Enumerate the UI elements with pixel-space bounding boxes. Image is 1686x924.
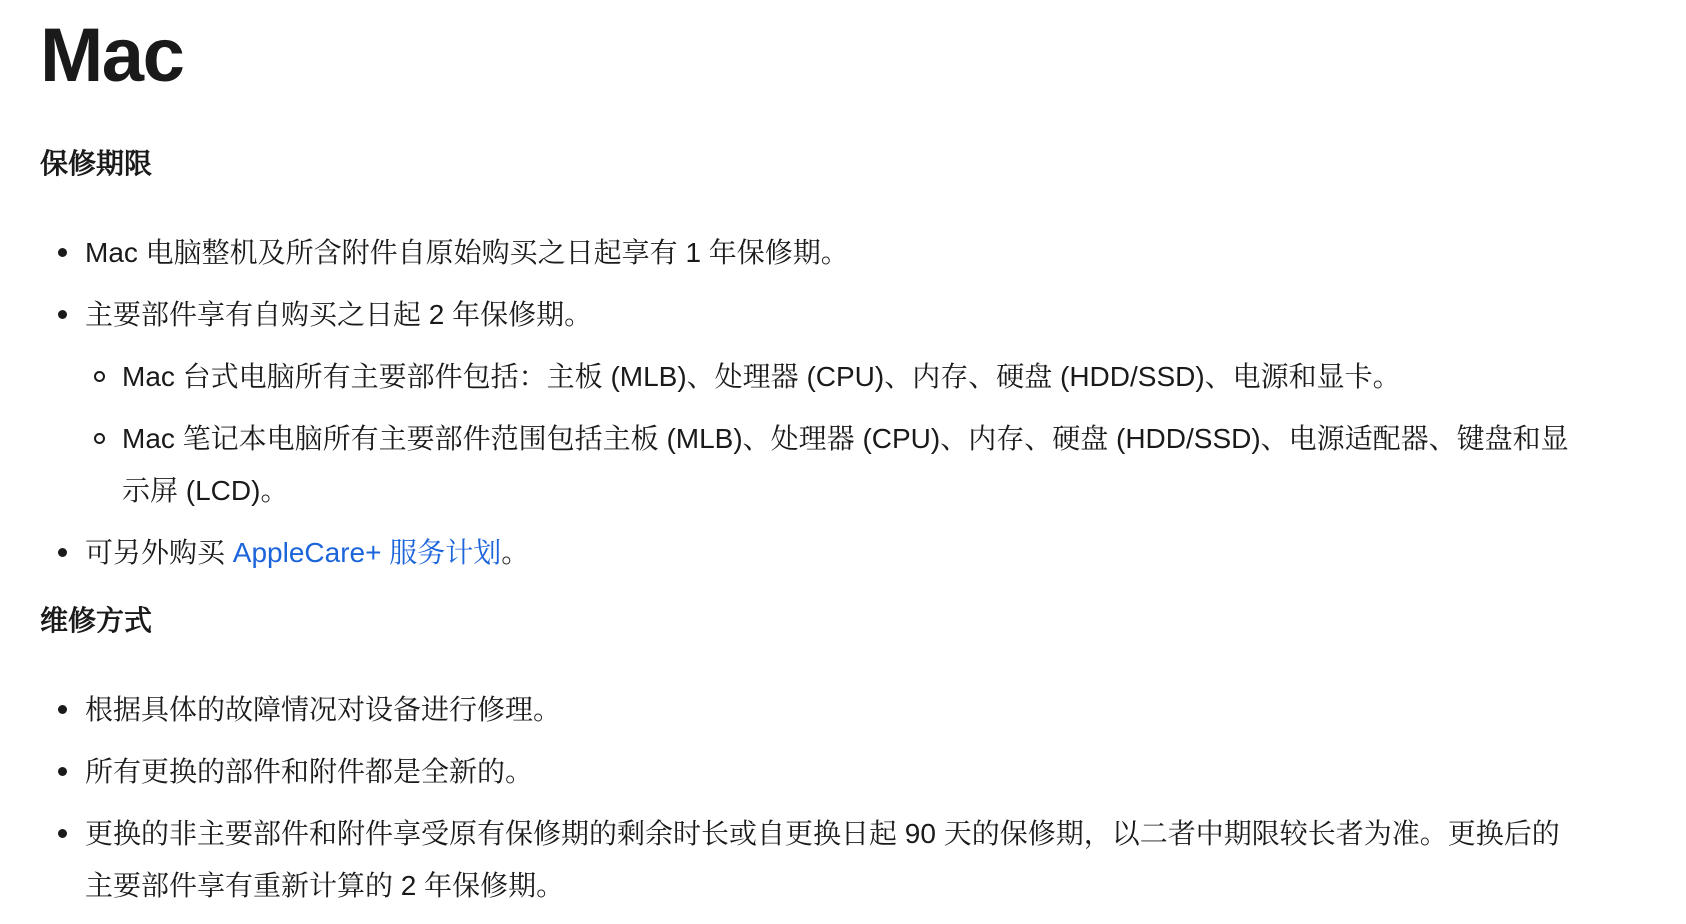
list-item-sub — [40, 413, 1570, 517]
page-title: Mac — [40, 13, 184, 98]
list-item-sub — [40, 351, 1570, 403]
repair-method-list — [40, 684, 1570, 912]
bullet-dot-icon — [58, 548, 67, 557]
bullet-dot-icon — [58, 767, 67, 776]
section-heading-warranty-period: 保修期限 — [40, 148, 153, 179]
list-item — [40, 527, 1570, 579]
warranty-period-list — [40, 227, 1570, 579]
bullet-circle-icon — [94, 433, 105, 444]
list-item — [40, 746, 1570, 798]
list-item — [40, 227, 1570, 279]
bullet-dot-icon — [58, 829, 67, 838]
list-item — [40, 808, 1570, 912]
applecare-plus-link[interactable]: AppleCare+ 服务计划 — [232, 537, 502, 568]
bullet-dot-icon — [58, 248, 67, 257]
bullet-dot-icon — [58, 310, 67, 319]
list-item-text: Mac 电脑整机及所含附件自原始购买之日起享有 1 年保修期。 — [85, 237, 849, 268]
section-heading-repair-method: 维修方式 — [40, 605, 153, 636]
list-item-text: 可另外购买 — [85, 537, 233, 568]
list-item — [40, 289, 1570, 341]
list-item-text: 。 — [501, 537, 530, 568]
list-item-text: 根据具体的故障情况对设备进行修理。 — [85, 694, 562, 725]
list-item — [40, 684, 1570, 736]
list-item-text: 主要部件享有自购买之日起 2 年保修期。 — [85, 299, 593, 330]
list-item-text: Mac 台式电脑所有主要部件包括：主板 (MLB)、处理器 (CPU)、内存、硬盘 (HDD/SSD)、电源和显卡。 — [122, 361, 1401, 392]
list-item-text: 更换的非主要部件和附件享受原有保修期的剩余时长或自更换日起 90 天的保修期，以二者中期限较长者为准。更换后的主要部件享有重新计算的 2 年保修期。 — [85, 818, 1560, 901]
bullet-circle-icon — [94, 371, 105, 382]
list-item-text: 所有更换的部件和附件都是全新的。 — [85, 756, 534, 787]
list-item-text: Mac 笔记本电脑所有主要部件范围包括主板 (MLB)、处理器 (CPU)、内存、硬盘 (HDD/SSD)、电源适配器、键盘和显示屏 (LCD)。 — [122, 423, 1569, 506]
bullet-dot-icon — [58, 705, 67, 714]
